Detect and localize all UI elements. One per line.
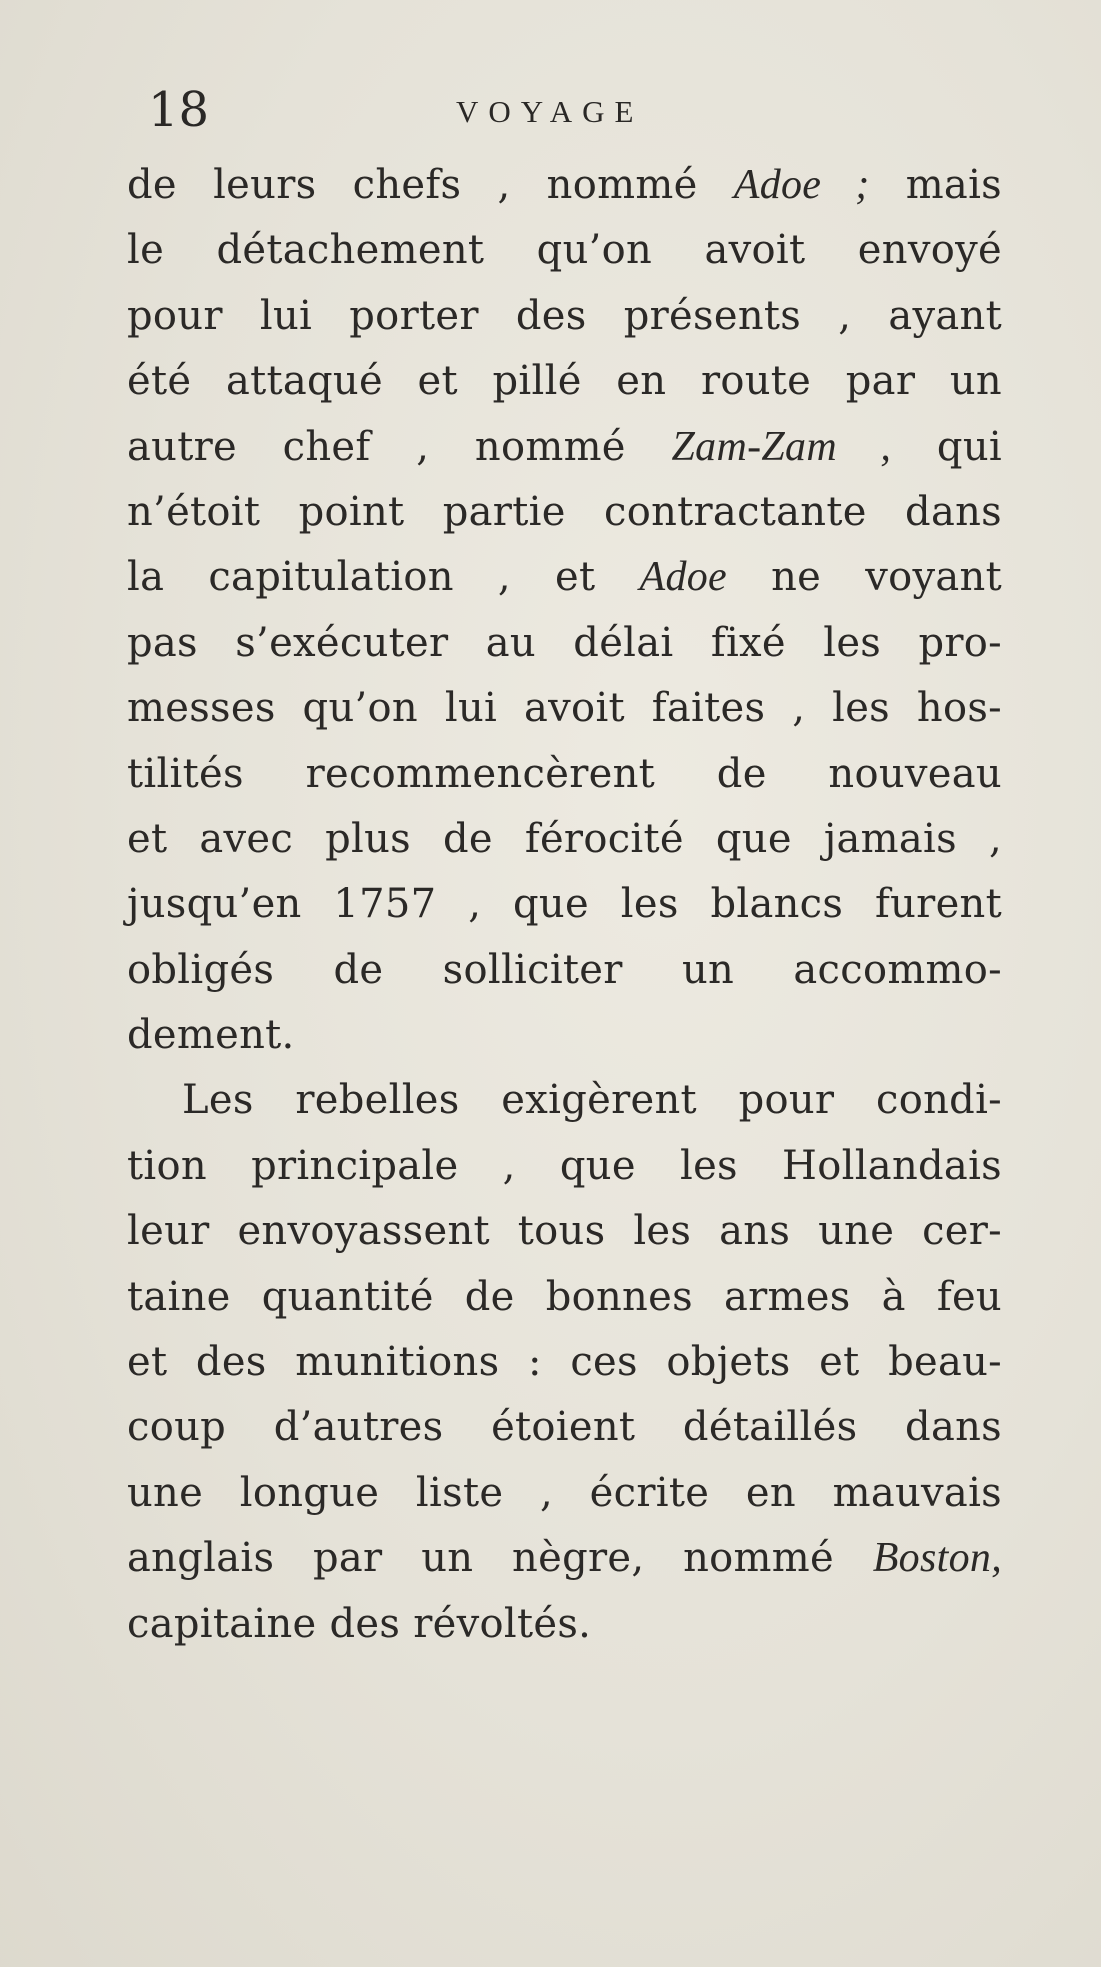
text-run: messes qu’on lui avoit faites , les hos- <box>127 685 1002 732</box>
text-run: et avec plus de férocité que jamais , <box>127 815 1002 862</box>
text-run: pour lui porter des présents , ayant <box>127 292 1002 339</box>
text-run: autre chef , nommé <box>127 423 672 470</box>
text-line <box>127 284 1002 349</box>
text-run: coup d’autres étoient détaillés dans <box>127 1404 1002 1451</box>
text-run: anglais par un nègre, nommé <box>127 1535 873 1582</box>
text-run: jusqu’en 1757 , que les blancs furent <box>127 881 1002 928</box>
text-run: dement. <box>127 1012 295 1059</box>
text-line <box>127 611 1002 676</box>
text-run: pas s’exécuter au délai fixé les pro- <box>127 619 1002 666</box>
text-run: leur envoyassent tous les ans une cer- <box>127 1208 1002 1255</box>
text-run: taine quantité de bonnes armes à feu <box>127 1273 1002 1320</box>
text-line <box>127 1592 1002 1657</box>
text-line <box>127 415 1002 480</box>
text-line <box>127 938 1002 1003</box>
text-line <box>127 1134 1002 1199</box>
text-line <box>127 1265 1002 1330</box>
text-line <box>127 349 1002 414</box>
text-run: une longue liste , écrite en mauvais <box>127 1469 1002 1516</box>
text-line <box>127 807 1002 872</box>
paragraph <box>127 1068 1002 1657</box>
text-line <box>127 1199 1002 1264</box>
text-run: capitaine des révoltés. <box>127 1600 592 1647</box>
text-run: mais <box>869 162 1002 208</box>
text-run: Les rebelles exigèrent pour condi- <box>182 1077 1002 1124</box>
text-line <box>127 1395 1002 1460</box>
text-line <box>127 545 1002 610</box>
text-run: et des munitions : ces objets et beau- <box>127 1339 1002 1386</box>
text-line <box>127 1003 1002 1068</box>
text-run: ne voyant <box>726 554 1002 601</box>
text-run: obligés de solliciter un accommo- <box>127 946 1002 993</box>
text-run: été attaqué et pillé en route par un <box>127 358 1002 405</box>
text-run: le détachement qu’on avoit envoyé <box>127 227 1002 274</box>
text-line <box>127 676 1002 741</box>
page-header <box>148 80 1008 140</box>
text-run: qui <box>891 423 1002 470</box>
text-line <box>127 480 1002 545</box>
body-text <box>127 153 1002 1657</box>
page-number: 18 <box>148 82 210 138</box>
text-run: la capitulation , et <box>127 554 640 601</box>
text-line <box>127 872 1002 937</box>
paragraph <box>127 153 1002 1068</box>
italic-name: Adoe <box>639 554 727 601</box>
text-run: de leurs chefs , nommé <box>127 162 734 208</box>
text-line <box>127 1461 1002 1526</box>
text-run: tion principale , que les Hollandais <box>127 1142 1002 1189</box>
text-run: n’étoit point partie contractante dans <box>127 488 1002 535</box>
italic-name: Boston, <box>872 1535 1002 1582</box>
text-line <box>127 153 1002 218</box>
text-line <box>127 1068 1002 1133</box>
text-line <box>127 742 1002 807</box>
text-line <box>127 1526 1002 1591</box>
text-run: tilités recommencèrent de nouveau <box>127 750 1002 797</box>
running-head: VOYAGE <box>456 94 644 129</box>
text-line <box>127 1330 1002 1395</box>
italic-name: Adoe ; <box>733 162 870 208</box>
text-line <box>127 218 1002 283</box>
italic-name: Zam-Zam , <box>671 423 892 470</box>
